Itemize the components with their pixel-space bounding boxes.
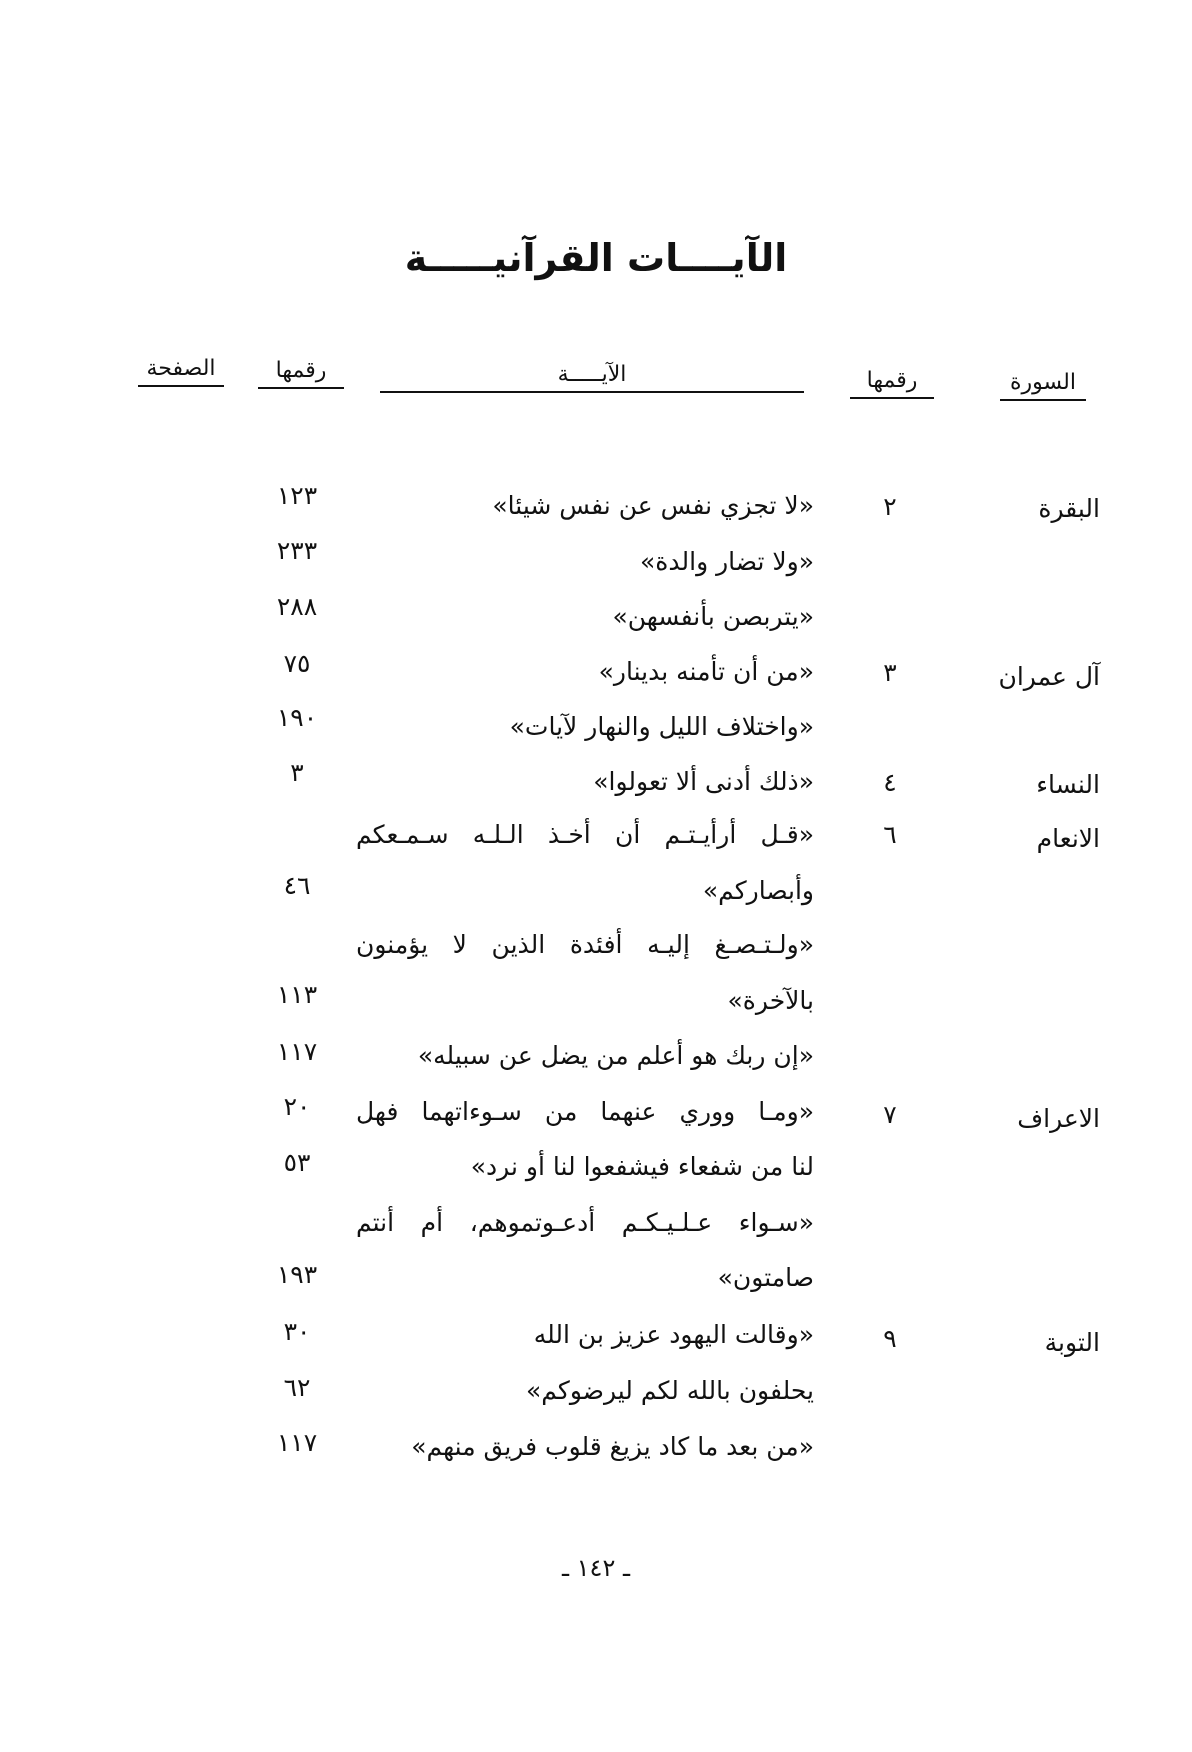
ayah-line: وأبصاركم»: [702, 876, 814, 905]
ayah-line: يحلفون بالله لكم ليرضوكم»: [525, 1376, 814, 1405]
ayah-line: «من بعد ما كاد يزيغ قلوب فريق منهم»: [411, 1432, 814, 1461]
ayah-number: ٢٨٨: [276, 592, 318, 621]
ayah-line: «ولـتـصـغ إليـه أفئدة الذين لا يؤمنون: [356, 930, 814, 959]
ayah-number: ٣: [290, 758, 304, 787]
header-surah: السورة: [1000, 370, 1086, 401]
ayah-number: ١٩٠: [276, 703, 318, 732]
ayah-line: «سـواء عـلـيـكـم أدعـوتموهم، أم أنتم: [356, 1208, 814, 1237]
ayah-number: ٤٦: [283, 871, 311, 900]
surah-name-tawba: التوبة: [1044, 1328, 1100, 1357]
ayah-number: ١٢٣: [276, 481, 318, 510]
ayah-number: ١١٧: [276, 1037, 318, 1066]
page-title: الآيــــات القرآنيـــــة: [404, 236, 788, 280]
surah-number-anam: ٦: [883, 820, 897, 849]
ayah-line: «قـل أرأيـتـم أن أخـذ الـلـه سـمـعكم: [356, 820, 814, 849]
surah-name-araf: الاعراف: [1017, 1104, 1100, 1133]
ayah-number: ٦٢: [283, 1373, 311, 1402]
ayah-line: «لا تجزي نفس عن نفس شيئا»: [492, 491, 814, 520]
header-surah-number: رقمها: [850, 368, 934, 399]
ayah-line: «ولا تضار والدة»: [640, 547, 814, 576]
surah-name-nisa: النساء: [1036, 770, 1100, 799]
surah-number-baqara: ٢: [883, 492, 897, 521]
ayah-line: «يتربصن بأنفسهن»: [612, 602, 814, 631]
ayah-line: «إن ربك هو أعلم من يضل عن سبيله»: [417, 1041, 814, 1070]
ayah-line: لنا من شفعاء فيشفعوا لنا أو نرد»: [470, 1152, 814, 1181]
ayah-number: ٢٠: [283, 1092, 311, 1121]
ayah-number: ٣٠: [283, 1317, 311, 1346]
surah-number-imran: ٣: [883, 658, 897, 687]
ayah-line: «وقالت اليهود عزيز بن الله: [533, 1320, 814, 1349]
surah-name-baqara: البقرة: [1038, 494, 1100, 523]
ayah-line: صامتون»: [717, 1263, 814, 1292]
surah-number-nisa: ٤: [883, 768, 897, 797]
header-page: الصفحة: [138, 356, 224, 387]
ayah-number: ١٩٣: [276, 1260, 318, 1289]
header-ayah-number: رقمها: [258, 358, 344, 389]
ayah-line: «ذلك أدنى ألا تعولوا»: [593, 767, 814, 796]
ayah-number: ١١٧: [276, 1428, 318, 1457]
surah-name-imran: آل عمران: [998, 662, 1100, 691]
page-number: ـ ١٤٢ ـ: [561, 1554, 630, 1582]
surah-number-araf: ٧: [883, 1100, 897, 1129]
ayah-line: بالآخرة»: [727, 986, 814, 1015]
ayah-number: ٧٥: [283, 649, 311, 678]
surah-name-anam: الانعام: [1036, 824, 1100, 853]
ayah-number: ٥٣: [283, 1148, 311, 1177]
ayah-line: «واختلاف الليل والنهار لآيات»: [509, 712, 814, 741]
ayah-line: «من أن تأمنه بدينار»: [598, 657, 814, 686]
surah-number-tawba: ٩: [883, 1324, 897, 1353]
ayah-number: ٢٣٣: [276, 536, 318, 565]
header-ayah: الآيـــــة: [380, 362, 804, 393]
ayah-number: ١١٣: [276, 980, 318, 1009]
ayah-line: «ومـا ووري عنهما من سـوءاتهما فهل: [356, 1097, 814, 1126]
